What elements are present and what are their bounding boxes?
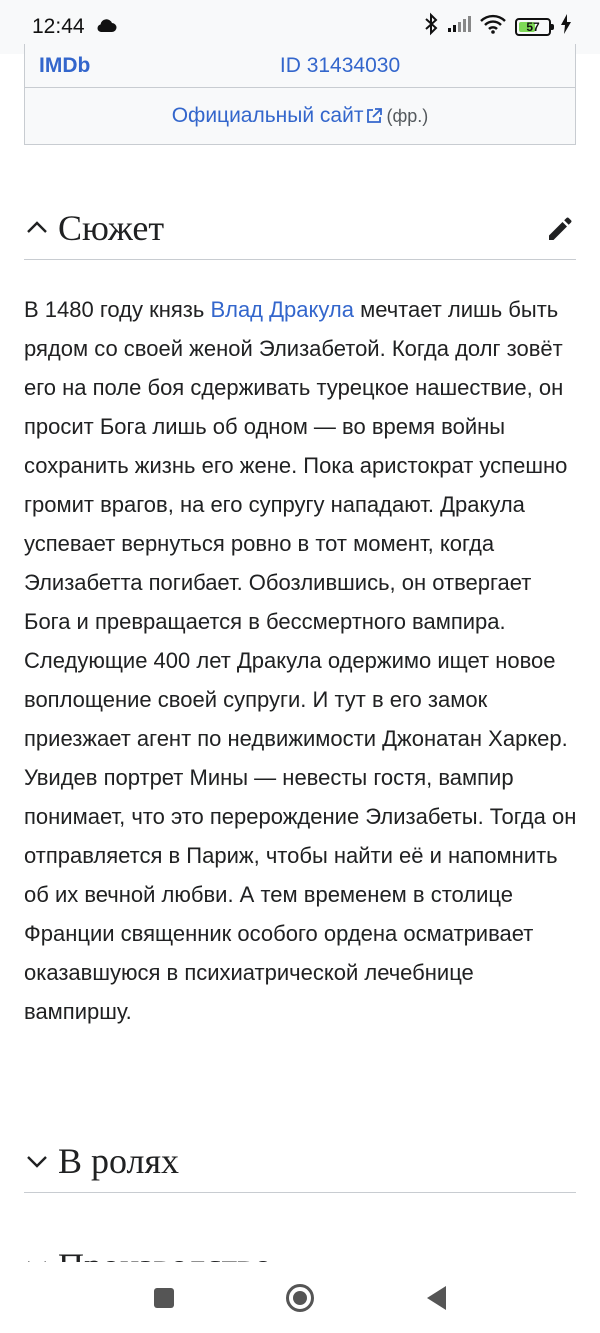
section-title-plot: Сюжет <box>58 207 165 248</box>
triangle-back-icon[interactable] <box>416 1278 456 1318</box>
bluetooth-icon <box>424 13 438 41</box>
site-language: (фр.) <box>386 105 429 126</box>
imdb-value[interactable]: ID 31434030 <box>279 53 401 77</box>
section-header-plot[interactable] <box>24 196 576 260</box>
signal-icon <box>447 15 471 39</box>
square-icon[interactable] <box>144 1278 184 1318</box>
chevron-down-icon <box>24 1148 50 1174</box>
charging-icon <box>560 14 572 40</box>
system-navigation-bar <box>0 1262 600 1333</box>
official-site-link[interactable]: Официальный сайт <box>171 104 364 127</box>
section-header-cast[interactable] <box>24 1129 576 1193</box>
wifi-icon <box>480 14 506 40</box>
section-title-cast: В ролях <box>58 1140 180 1181</box>
infobox-row-site <box>25 87 575 144</box>
pencil-icon[interactable] <box>544 212 576 244</box>
external-link-icon <box>366 108 382 124</box>
article-content <box>0 54 600 1262</box>
circle-icon[interactable] <box>280 1278 320 1318</box>
plot-paragraph: В 1480 году князь Влад Дракула мечтает лишь быть рядом со своей женой Элизабетой. Когда долг зовёт его на поле боя сдерживать турецкое нашествие, он просит Бога лишь об одном — во время войны сохранить жизнь его жене. Пока аристократ успешно громит врагов, на его супругу нападают. Дракула успевает вернуться ровно в тот момент, когда Элизабетта погибает. Обозлившись, он отвергает Бога и превращается в бессмертного вампира. Следующие 400 лет Дракула одержимо ищет новое воплощение своей супруги. И тут в его замок приезжает агент по недвижимости Джонатан Харкер. Увидев портрет Мины — невесты гостя, вампир понимает, что это перерождение Элизабеты. Тогда он отправляется в Париж, чтобы найти её и напомнить об их вечной любви. А тем временем в столице Франции священник особого ордена осматривает оказавшуюся в психиатрической лечебнице вампиршу. <box>24 297 577 1024</box>
battery-indicator: 57 <box>515 18 551 36</box>
cloud-icon <box>95 15 117 39</box>
infobox-row-imdb <box>25 44 575 87</box>
infobox <box>24 44 576 145</box>
link-vlad-dracula[interactable]: Влад Дракула <box>210 297 354 322</box>
chevron-up-icon <box>24 215 50 241</box>
imdb-label[interactable]: IMDb <box>39 53 91 77</box>
status-time: 12:44 <box>32 15 85 38</box>
